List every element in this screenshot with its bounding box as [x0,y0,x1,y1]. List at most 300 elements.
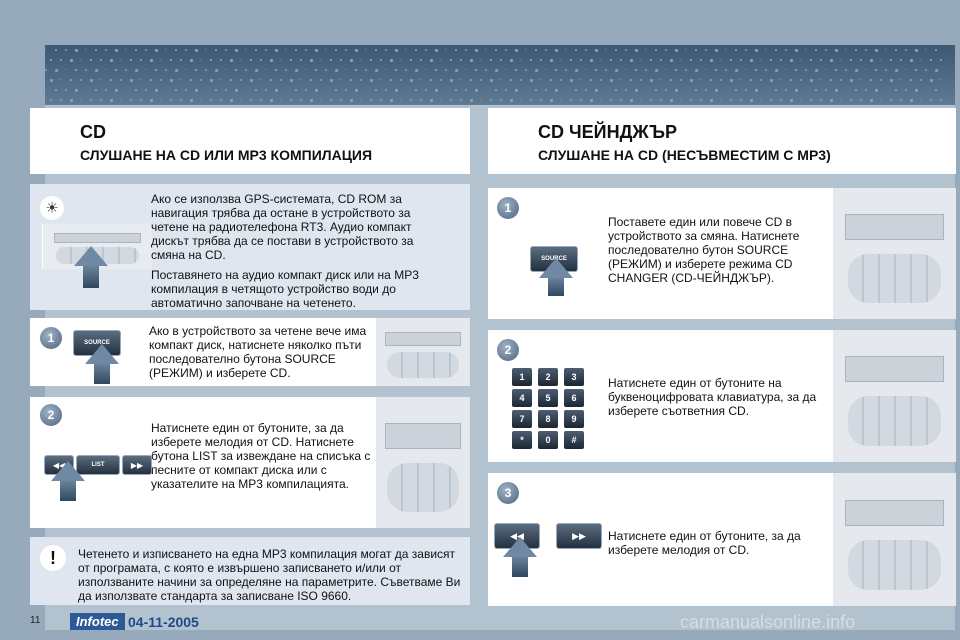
keypad-key[interactable]: 1 [512,368,532,386]
pattern-dot [345,49,347,51]
pattern-dot [685,69,687,71]
pattern-dot [930,59,932,61]
pattern-dot [520,59,521,60]
pattern-dot [840,59,841,60]
pattern-dot [460,59,462,61]
pattern-dot [275,49,278,52]
pattern-dot [900,79,901,80]
pattern-dot [135,69,138,72]
pattern-dot [740,99,742,101]
pattern-dot [485,49,486,50]
pattern-dot [675,89,678,92]
pattern-dot [755,89,758,92]
info-text-1: Ако се използва GPS-системата, CD ROM за навигация трябва да остане в устройството за четене на радиотелефона RT3. Аудио компакт дискът трябва да се постави в устройството за смяна на CD. [151,192,414,262]
pattern-dot [700,79,701,80]
right-step1-panel [488,188,956,319]
pattern-dot [740,59,742,61]
pattern-dot [820,99,822,101]
pattern-dot [395,69,397,71]
pattern-dot [315,89,318,92]
pattern-dot [375,69,378,72]
pattern-dot [725,89,726,90]
pattern-dot [255,49,257,51]
pattern-dot [895,89,897,91]
pattern-dot [760,59,761,60]
pattern-dot [335,89,337,91]
arrow-up-icon [94,362,110,384]
pattern-dot [620,79,621,80]
pattern-dot [135,89,137,91]
pattern-dot [350,99,353,102]
pattern-dot [680,59,681,60]
pattern-dot [605,49,606,50]
pattern-dot [850,59,852,61]
pattern-dot [495,89,497,91]
pattern-dot [775,69,778,72]
pattern-dot [830,79,832,81]
pattern-dot [440,59,441,60]
pattern-dot [520,79,522,81]
pattern-dot [240,59,241,60]
pattern-dot [375,49,377,51]
pattern-dot [410,79,413,82]
pattern-dot [720,99,721,100]
pattern-dot [255,69,258,72]
pattern-dot [390,59,393,62]
pattern-dot [880,59,881,60]
arrow-up-icon [60,479,76,501]
keypad-key[interactable]: 9 [564,410,584,428]
pattern-dot [150,79,152,81]
pattern-dot [760,99,761,100]
pattern-dot [485,69,487,71]
pattern-dot [570,99,572,101]
pattern-dot [80,79,82,81]
pattern-dot [565,69,567,71]
pattern-dot [480,79,482,81]
pattern-dot [145,49,147,51]
pattern-dot [550,59,553,62]
pattern-dot [760,79,762,81]
previous-track-button[interactable]: ◀◀ [494,523,540,549]
pattern-dot [195,89,198,92]
pattern-dot [750,99,753,102]
pattern-dot [480,99,481,100]
pattern-dot [910,59,913,62]
arrow-up-icon [512,555,528,577]
pattern-dot [915,89,918,92]
pattern-dot [695,69,698,72]
pattern-dot [190,79,192,81]
pattern-dot [65,69,66,70]
pattern-dot [745,69,746,70]
left-step1-text: Ако в устройството за четене вече има компакт диск, натиснете няколко пъти последователно бутона SOURCE (РЕЖИМ) и изберете CD. [149,324,367,380]
pattern-dot [730,59,732,61]
pattern-dot [225,69,226,70]
pattern-dot [705,49,707,51]
pattern-dot [190,99,193,102]
pattern-dot [80,59,81,60]
pattern-dot [210,59,212,61]
pattern-dot [680,99,681,100]
pattern-dot [810,79,813,82]
left-step2-panel [30,397,470,528]
pattern-dot [340,99,342,101]
pattern-dot [380,79,381,80]
pattern-dot [60,79,61,80]
pattern-dot [785,89,787,91]
pattern-dot [710,79,712,81]
keypad-key[interactable]: 4 [512,389,532,407]
pattern-dot [600,99,601,100]
pattern-dot [825,49,827,51]
pattern-dot [105,89,107,91]
pattern-dot [915,49,918,52]
page-number: 11 [30,615,41,626]
pattern-dot [330,79,333,82]
pattern-dot [405,49,406,50]
pattern-dot [345,89,347,91]
pattern-dot [460,79,461,80]
pattern-dot [255,89,257,91]
pattern-dot [705,89,707,91]
pattern-dot [465,49,467,51]
pattern-dot [125,69,127,71]
pattern-dot [625,69,626,70]
pattern-dot [915,69,917,71]
pattern-dot [530,99,532,101]
pattern-dot [335,69,338,72]
pattern-dot [900,59,902,61]
pattern-dot [865,89,867,91]
pattern-dot [245,49,246,50]
pattern-dot [505,89,507,91]
pattern-dot [340,59,342,61]
pattern-dot [350,79,352,81]
pattern-dot [135,49,137,51]
pattern-dot [315,49,318,52]
pattern-dot [745,49,747,51]
pattern-dot [420,99,422,101]
pattern-dot [890,59,892,61]
pattern-dot [80,99,81,100]
pattern-dot [910,79,912,81]
pattern-dot [385,69,386,70]
pattern-dot [230,59,233,62]
pattern-dot [325,89,326,90]
pattern-dot [790,79,792,81]
pattern-dot [190,59,193,62]
keypad-key[interactable]: 8 [538,410,558,428]
pattern-dot [250,59,252,61]
pattern-dot [250,99,252,101]
pattern-dot [375,89,377,91]
pattern-dot [720,79,722,81]
pattern-dot [570,79,573,82]
pattern-dot [285,89,286,90]
pattern-dot [560,59,561,60]
left-header [30,108,470,174]
pattern-dot [575,49,577,51]
infotec-logo: Infotec [70,613,125,630]
pattern-dot [590,99,593,102]
pattern-dot [280,59,281,60]
pattern-dot [170,79,173,82]
pattern-dot [835,69,837,71]
pattern-dot [525,49,526,50]
pattern-dot [175,69,178,72]
pattern-dot [50,79,53,82]
pattern-dot [595,69,597,71]
pattern-dot [355,69,357,71]
pattern-dot [140,79,141,80]
pattern-dot [820,59,822,61]
pattern-dot [495,49,497,51]
pattern-dot [855,89,857,91]
pattern-dot [625,89,627,91]
pattern-dot [780,59,782,61]
pattern-dot [260,99,262,101]
pattern-dot [530,59,532,61]
pattern-dot [660,99,662,101]
pattern-dot [650,79,653,82]
pattern-dot [730,99,732,101]
pattern-dot [515,49,518,52]
pattern-dot [155,49,158,52]
pattern-dot [650,99,652,101]
pattern-dot [905,69,906,70]
pattern-dot [735,69,738,72]
pattern-dot [850,99,852,101]
pattern-dot [525,89,526,90]
pattern-dot [560,99,561,100]
pattern-dot [365,69,367,71]
pattern-dot [775,89,777,91]
warning-icon: ! [40,545,66,571]
pattern-dot [405,89,406,90]
pattern-dot [60,59,62,61]
pattern-dot [645,69,647,71]
pattern-dot [595,49,598,52]
pattern-dot [270,79,272,81]
pattern-dot [425,69,426,70]
pattern-dot [635,49,638,52]
pattern-dot [935,49,937,51]
pattern-dot [165,89,166,90]
keypad-key[interactable]: # [564,431,584,449]
pattern-dot [670,99,673,102]
pattern-dot [45,89,46,90]
pattern-dot [105,69,106,70]
pattern-dot [275,69,277,71]
pattern-dot [110,99,113,102]
pattern-dot [800,59,801,60]
keypad-key[interactable]: * [512,431,532,449]
pattern-dot [240,79,242,81]
pattern-dot [160,99,161,100]
pattern-dot [195,49,198,52]
pattern-dot [505,49,507,51]
keypad-key[interactable]: 6 [564,389,584,407]
next-track-button[interactable]: ▶▶ [556,523,602,549]
pattern-dot [450,99,452,101]
pattern-dot [590,59,593,62]
pattern-dot [240,99,241,100]
pattern-dot [370,99,372,101]
left-title: CD [80,122,106,142]
pattern-dot [55,89,57,91]
pattern-dot [95,49,97,51]
step-badge: 2 [496,338,520,362]
pattern-dot [555,69,557,71]
pattern-dot [925,89,926,90]
pattern-dot [820,79,821,80]
pattern-dot [425,89,427,91]
pattern-dot [445,69,447,71]
right-title: CD ЧЕЙНДЖЪР [538,122,678,142]
pattern-dot [320,79,322,81]
step-badge: 1 [39,326,63,350]
pattern-dot [630,99,633,102]
pattern-dot [430,59,433,62]
pattern-dot [740,79,741,80]
pattern-dot [550,79,552,81]
pattern-dot [575,89,577,91]
right-step2-panel [488,330,956,462]
pattern-dot [400,79,402,81]
pattern-dot [220,99,222,101]
pattern-dot [690,99,692,101]
pattern-dot [610,79,613,82]
pattern-dot [835,89,838,92]
pattern-dot [710,59,713,62]
pattern-dot [845,69,847,71]
pattern-dot [515,69,517,71]
pattern-dot [320,99,321,100]
pattern-dot [515,89,518,92]
pattern-dot [530,79,533,82]
pattern-dot [830,59,833,62]
pattern-dot [140,99,142,101]
pattern-dot [560,79,562,81]
keypad-key[interactable]: 5 [538,389,558,407]
pattern-dot [360,99,361,100]
pattern-dot [225,89,227,91]
pattern-dot [275,89,278,92]
pattern-dot [95,69,98,72]
pattern-dot [230,79,232,81]
next-track-button[interactable]: ▶▶ [122,455,152,475]
pattern-dot [565,89,566,90]
right-header [488,108,956,174]
pattern-dot [65,89,67,91]
pattern-dot [910,99,913,102]
pattern-dot [280,99,281,100]
pattern-dot [305,89,307,91]
pattern-dot [670,59,673,62]
pattern-dot [390,99,393,102]
pattern-dot [755,49,758,52]
pattern-dot [155,89,158,92]
keypad-key[interactable]: 7 [512,410,532,428]
pattern-dot [545,89,547,91]
keypad-key[interactable]: 2 [538,368,558,386]
keypad-key[interactable]: 3 [564,368,584,386]
pattern-dot [55,69,58,72]
pattern-dot [210,79,213,82]
pattern-dot [360,59,361,60]
pattern-dot [220,59,222,61]
pattern-dot [510,99,513,102]
pattern-dot [290,99,292,101]
pattern-dot [850,79,853,82]
pattern-dot [415,89,417,91]
pattern-dot [200,79,202,81]
pattern-dot [400,99,401,100]
pattern-dot [75,49,78,52]
pattern-dot [545,69,546,70]
pattern-dot [85,49,86,50]
pattern-dot [465,69,466,70]
right-step1-text: Поставете един или повече CD в устройството за смяна. Натиснете последователно бутон SOURCE (РЕЖИМ) и изберете режима CD CHANGER (CD-ЧЕЙНДЖЪР). [608,215,800,285]
keypad-key[interactable]: 0 [538,431,558,449]
pattern-dot [180,79,181,80]
list-button[interactable]: LIST [76,455,120,475]
pattern-dot [395,89,398,92]
pattern-dot [885,49,886,50]
pattern-dot [130,79,133,82]
pattern-dot [860,99,862,101]
source-button[interactable]: SOURCE [73,330,121,356]
pattern-dot [415,69,418,72]
pattern-dot [110,79,112,81]
pattern-dot [535,49,537,51]
pattern-dot [610,99,612,101]
pattern-dot [385,49,387,51]
pattern-dot [610,59,612,61]
pattern-dot [300,59,302,61]
pattern-dot [545,49,547,51]
pattern-dot [720,59,721,60]
pattern-dot [585,69,586,70]
left-subtitle: СЛУШАНЕ НА CD ИЛИ MP3 КОМПИЛАЦИЯ [80,147,373,163]
pattern-dot [290,79,293,82]
pattern-dot [770,59,772,61]
arrow-up-icon [83,264,99,288]
right-step3-text: Натиснете един от бутоните, за да изберете мелодия от CD. [608,529,801,557]
pattern-dot [500,79,501,80]
pattern-dot [745,89,747,91]
pattern-dot [295,69,298,72]
pattern-dot [75,89,78,92]
pattern-dot [150,59,153,62]
pattern-dot [90,59,92,61]
pattern-dot [520,99,521,100]
pattern-dot [215,69,218,72]
pattern-dot [890,99,892,101]
pattern-dot [815,69,818,72]
pattern-dot [325,69,327,71]
pattern-dot [465,89,467,91]
alphanumeric-keypad [512,368,584,449]
pattern-dot [810,59,812,61]
pattern-dot [540,99,542,101]
pattern-dot [305,69,306,70]
pattern-dot [70,99,73,102]
pattern-dot [500,59,502,61]
radio-unit-image [375,318,470,386]
pattern-dot [380,99,382,101]
